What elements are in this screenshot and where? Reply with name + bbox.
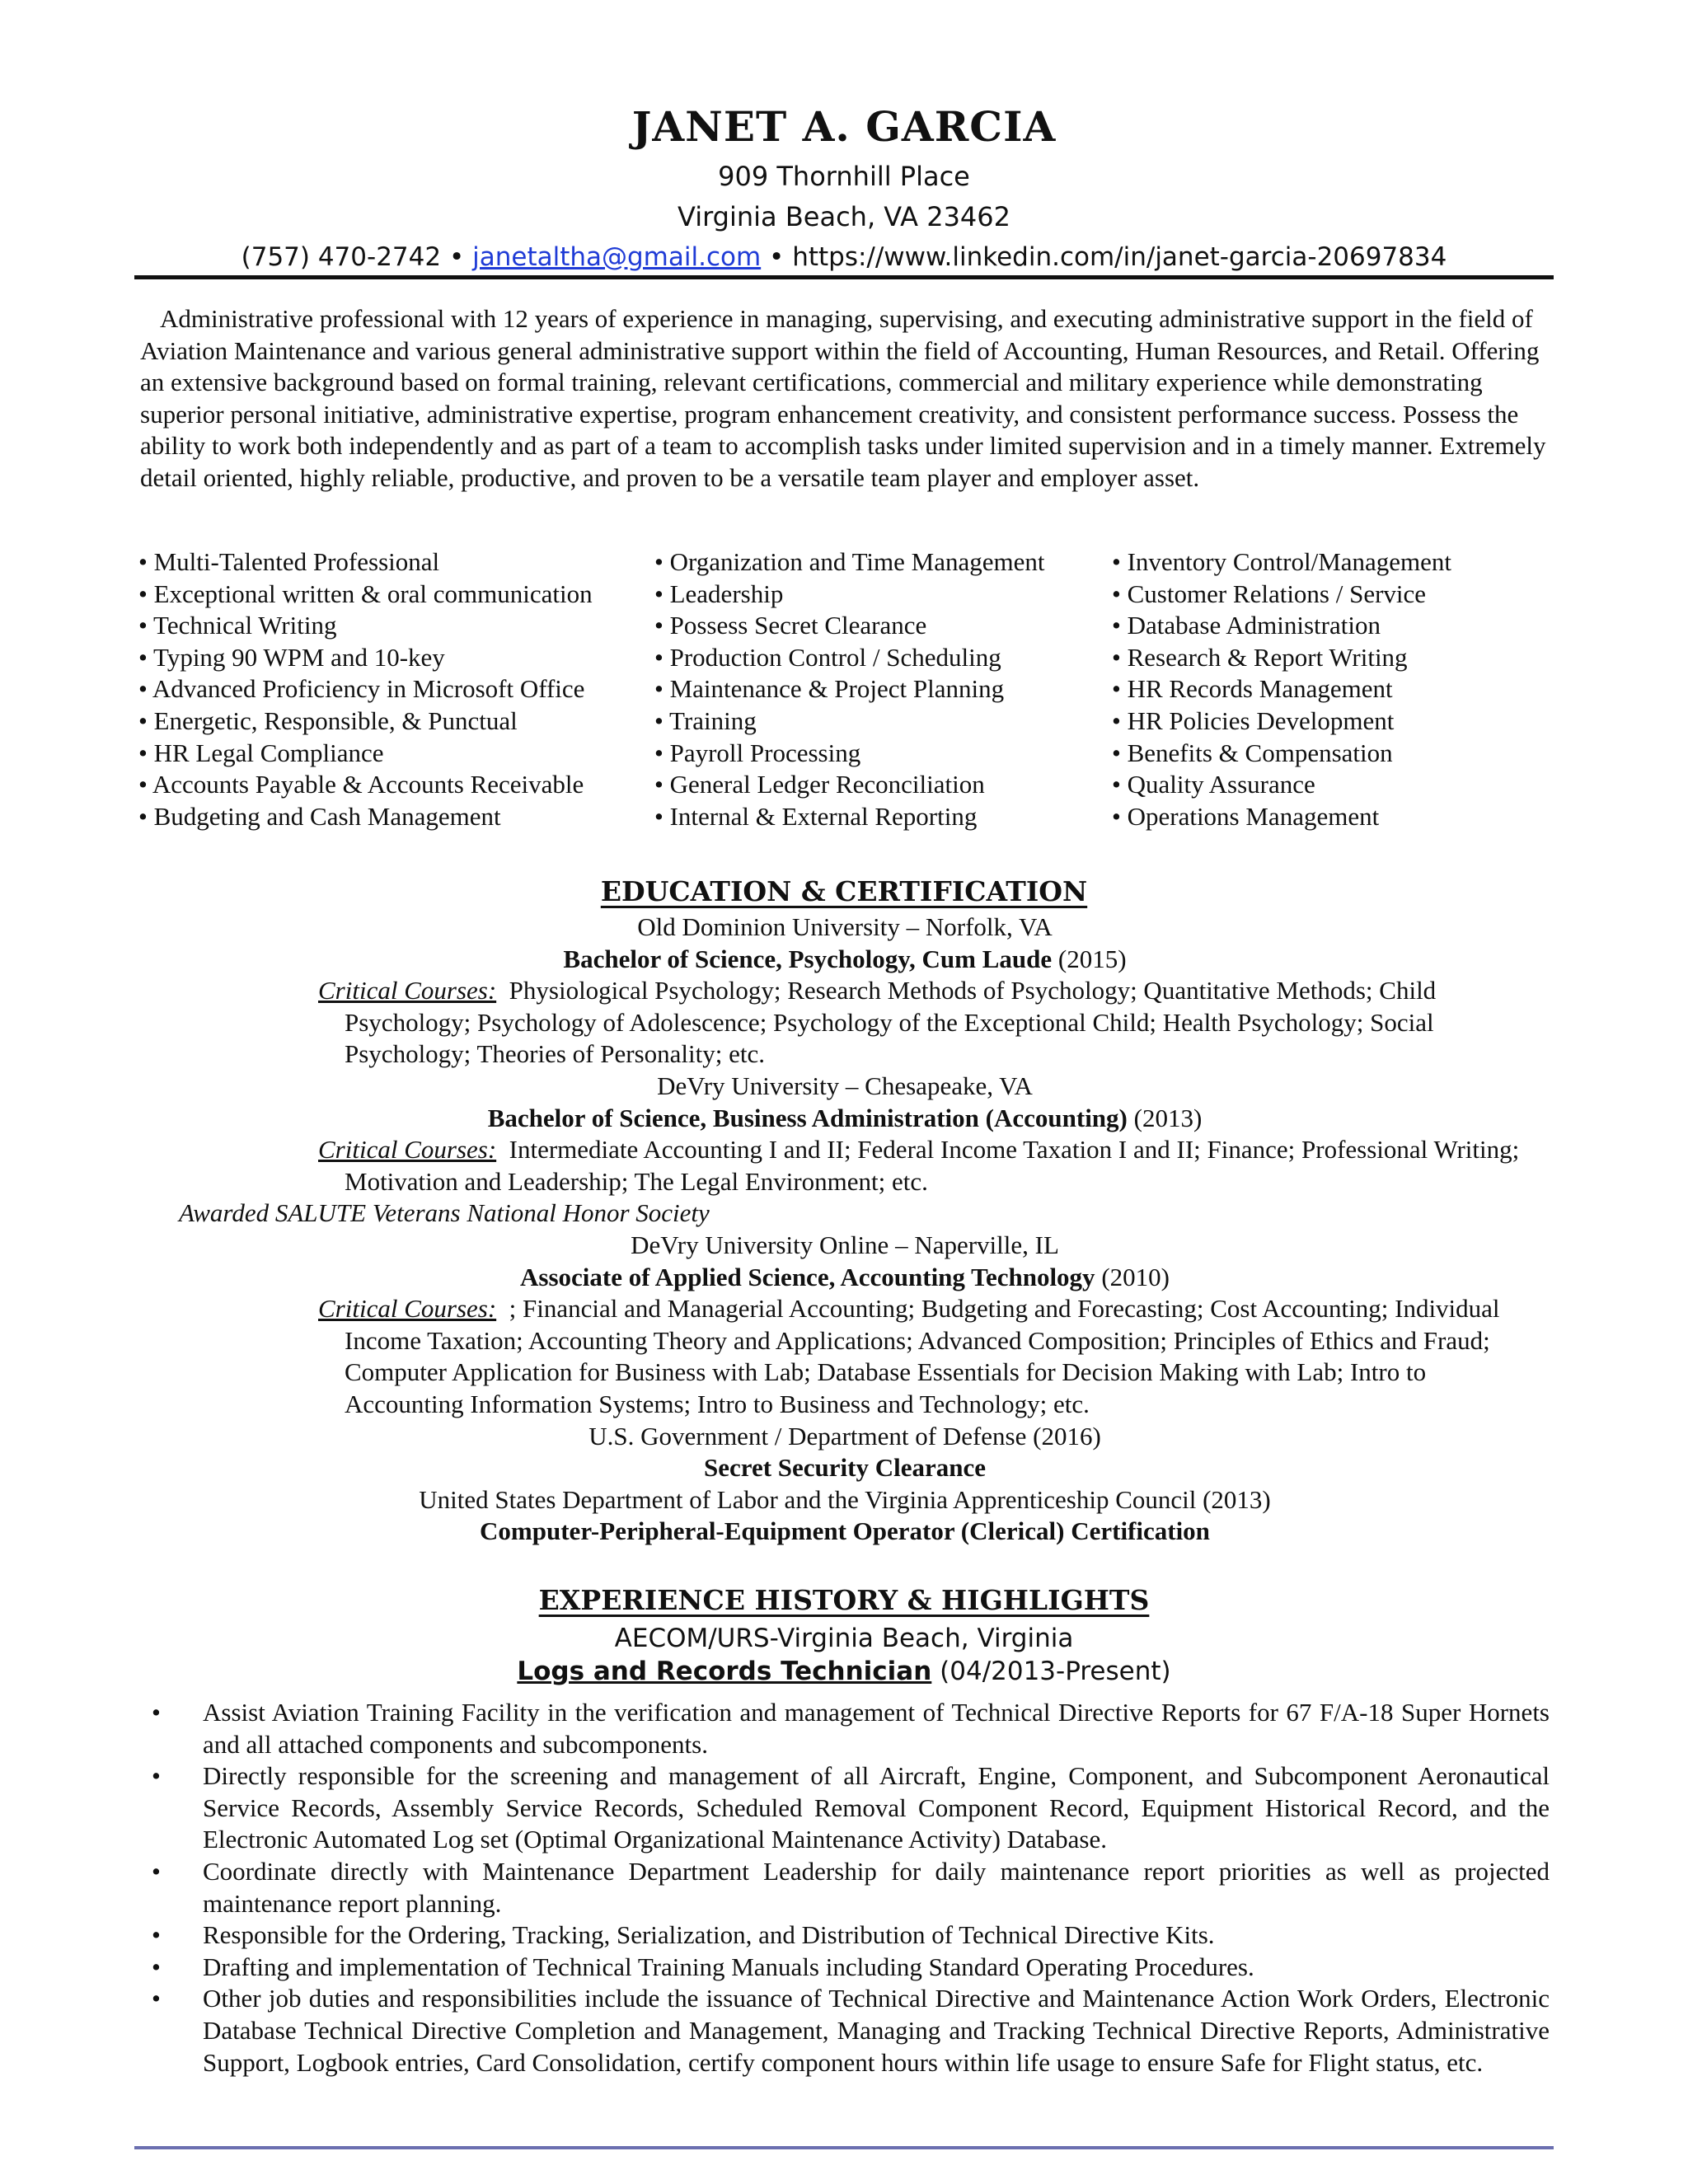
skill-item: • HR Policies Development bbox=[1112, 705, 1395, 735]
skill-item: • Maintenance & Project Planning bbox=[654, 674, 1005, 704]
skill-item: • Training bbox=[654, 705, 757, 735]
header-divider bbox=[134, 275, 1554, 279]
employer-name: AECOM/URS-Virginia Beach, Virginia bbox=[614, 1624, 1074, 1653]
duty-text: Coordinate directly with Maintenance Department Leadership for daily maintenance report priorities as well as projected maintenance report planning. bbox=[203, 1856, 1550, 1918]
degree-year: (2013) bbox=[1133, 1103, 1203, 1132]
skills-column-3 bbox=[1112, 546, 1451, 832]
skill-item: • Benefits & Compensation bbox=[1112, 738, 1393, 767]
certification-name bbox=[140, 1516, 1550, 1548]
skill-item: • Organization and Time Management bbox=[654, 547, 1045, 576]
list-item bbox=[140, 1983, 1550, 2079]
job-title-line bbox=[134, 1655, 1554, 1688]
skill-item: • Database Administration bbox=[1112, 611, 1381, 640]
skill-item: • Energetic, Responsible, & Punctual bbox=[138, 705, 518, 735]
degree-name: Bachelor of Science, Business Administration (Accounting) bbox=[487, 1103, 1128, 1132]
separator-dot: • bbox=[769, 242, 785, 272]
skill-item: • Internal & External Reporting bbox=[654, 801, 978, 831]
list-item bbox=[140, 1856, 1550, 1919]
duty-text: Responsible for the Ordering, Tracking, Serialization, and Distribution of Technical Directive Kits. bbox=[203, 1920, 1215, 1950]
resume-header bbox=[134, 97, 1554, 278]
skills-column-2 bbox=[654, 546, 1044, 832]
certification-issuer: United States Department of Labor and the Virginia Apprenticeship Council (2013) bbox=[419, 1484, 1271, 1514]
courses-label: Critical Courses: bbox=[318, 976, 497, 1005]
linkedin-url[interactable]: https://www.linkedin.com/in/janet-garcia-20697834 bbox=[792, 242, 1447, 272]
degree-name: Bachelor of Science, Psychology, Cum Laude bbox=[563, 944, 1053, 973]
skill-item: • Operations Management bbox=[1112, 801, 1380, 831]
critical-courses bbox=[140, 975, 1550, 1071]
footer-divider bbox=[134, 2146, 1554, 2149]
bullet-icon: • bbox=[152, 1761, 161, 1791]
honor-award: Awarded SALUTE Veterans National Honor Society bbox=[179, 1198, 710, 1228]
courses-label: Critical Courses: bbox=[318, 1135, 497, 1165]
bullet-icon: • bbox=[152, 1920, 161, 1950]
skill-item: • Production Control / Scheduling bbox=[654, 642, 1001, 672]
courses-list: ; Financial and Managerial Accounting; Budgeting and Forecasting; Cost Accounting; Individual Income Taxation; Accounting Theory and Applications; Advanced Composition; Principles of Ethics and Fraud; Computer Application for Business with Lab; Database Essentials for Decision Making with Lab; Intro to Accounting Information Systems; Intro to Business and Technology; etc. bbox=[345, 1294, 1500, 1418]
job-dates: (04/2013-Present) bbox=[940, 1657, 1171, 1686]
critical-courses bbox=[140, 1293, 1550, 1420]
skill-item: • Exceptional written & oral communication bbox=[138, 579, 593, 608]
bullet-icon: • bbox=[152, 1952, 161, 1981]
degree-line bbox=[140, 944, 1550, 976]
address-line-1: 909 Thornhill Place bbox=[718, 161, 970, 192]
school-name: DeVry University – Chesapeake, VA bbox=[657, 1071, 1033, 1100]
courses-label: Critical Courses: bbox=[318, 1294, 497, 1324]
degree-name: Associate of Applied Science, Accounting Technology bbox=[520, 1262, 1095, 1291]
school-name: DeVry University Online – Naperville, IL bbox=[631, 1230, 1059, 1259]
skill-item: • Budgeting and Cash Management bbox=[138, 801, 501, 831]
list-item bbox=[140, 1919, 1550, 1952]
certification-name bbox=[140, 1452, 1550, 1484]
degree-line bbox=[140, 1103, 1550, 1135]
bullet-icon: • bbox=[152, 1698, 161, 1727]
certification-title: Computer-Peripheral-Equipment Operator (Clerical) Certification bbox=[480, 1516, 1210, 1546]
certification-title: Secret Security Clearance bbox=[703, 1453, 986, 1483]
contact-line bbox=[134, 237, 1554, 278]
skill-item: • Leadership bbox=[654, 579, 784, 608]
bullet-icon: • bbox=[152, 1984, 161, 2013]
skill-item: • Research & Report Writing bbox=[1112, 642, 1408, 672]
separator-dot: • bbox=[448, 242, 465, 272]
courses-list: Physiological Psychology; Research Methods of Psychology; Quantitative Methods; Child Psychology; Psychology of Adolescence; Psychology of the Exceptional Child; Health Psychology; Social Psychology; Theories of Personality; etc. bbox=[345, 976, 1437, 1069]
job-header bbox=[134, 1622, 1554, 1688]
skill-item: • Inventory Control/Management bbox=[1112, 547, 1452, 576]
degree-year: (2015) bbox=[1057, 944, 1127, 973]
job-title: Logs and Records Technician bbox=[517, 1657, 932, 1686]
skill-item: • Technical Writing bbox=[138, 611, 337, 640]
skills-column-1 bbox=[138, 546, 593, 832]
skill-item: • Quality Assurance bbox=[1112, 770, 1315, 799]
education-section bbox=[140, 912, 1550, 1548]
skill-item: • General Ledger Reconciliation bbox=[654, 770, 985, 799]
bullet-icon: • bbox=[152, 1856, 161, 1886]
duty-text: Drafting and implementation of Technical Training Manuals including Standard Operating Procedures. bbox=[203, 1952, 1254, 1981]
candidate-name: JANET A. GARCIA bbox=[631, 102, 1057, 151]
skill-item: • Advanced Proficiency in Microsoft Office bbox=[138, 674, 585, 704]
email-link[interactable]: janetaltha@gmail.com bbox=[472, 242, 762, 272]
phone-number: (757) 470-2742 bbox=[241, 242, 442, 272]
school-name: Old Dominion University – Norfolk, VA bbox=[637, 912, 1053, 941]
duty-text: Directly responsible for the screening and management of all Aircraft, Engine, Component, and Subcomponent Aeronautical Service Records, Assembly Service Records, Scheduled Removal Component Record, Equipment Historical Record, and the Electronic Automated Log set (Optimal Organizational Maintenance Activity) Database. bbox=[203, 1761, 1550, 1854]
list-item bbox=[140, 1952, 1550, 1984]
skill-item: • Possess Secret Clearance bbox=[654, 611, 927, 640]
degree-line bbox=[140, 1262, 1550, 1294]
skill-item: • Typing 90 WPM and 10-key bbox=[138, 642, 445, 672]
skill-item: • HR Legal Compliance bbox=[138, 738, 384, 767]
certification-issuer: U.S. Government / Department of Defense (2016) bbox=[588, 1421, 1101, 1451]
skill-item: • Payroll Processing bbox=[654, 738, 861, 767]
degree-year: (2010) bbox=[1101, 1262, 1170, 1291]
list-item bbox=[140, 1697, 1550, 1760]
skill-item: • Accounts Payable & Accounts Receivable bbox=[138, 770, 584, 799]
duty-text: Other job duties and responsibilities include the issuance of Technical Directive and Maintenance Action Work Orders, Electronic Database Technical Directive Completion and Management, Managing and Tracking Technical Directive Reports, Administrative Support, Logbook entries, Card Consolidation, certify component hours within life usage to ensure Safe for Flight status, etc. bbox=[203, 1984, 1550, 2077]
critical-courses bbox=[140, 1134, 1550, 1197]
address-line-2: Virginia Beach, VA 23462 bbox=[678, 201, 1010, 232]
skill-item: • Multi-Talented Professional bbox=[138, 547, 440, 576]
courses-list: Intermediate Accounting I and II; Federal Income Taxation I and II; Finance; Professional Writing; Motivation and Leadership; The Legal Environment; etc. bbox=[345, 1135, 1520, 1196]
experience-section-title: EXPERIENCE HISTORY & HIGHLIGHTS bbox=[538, 1584, 1150, 1616]
skill-item: • HR Records Management bbox=[1112, 674, 1393, 704]
duty-text: Assist Aviation Training Facility in the verification and management of Technical Directive Reports for 67 F/A-18 Super Hornets and all attached components and subcomponents. bbox=[203, 1698, 1550, 1759]
professional-summary: Administrative professional with 12 years of experience in managing, supervising, and executing administrative support in the field of Aviation Maintenance and various general administrative support within the field of Accounting, Human Resources, and Retail. Offering an extensive background based on formal training, relevant certifications, commercial and military experience while demonstrating superior personal initiative, administrative expertise, program enhancement creativity, and consistent performance success. Possess the ability to work both independently and as part of a team to accomplish tasks under limited supervision and in a timely manner. Extremely detail oriented, highly reliable, productive, and proven to be a versatile team player and employer asset. bbox=[140, 304, 1546, 492]
education-section-title: EDUCATION & CERTIFICATION bbox=[600, 875, 1088, 907]
job-duties-list bbox=[140, 1697, 1550, 2079]
skill-item: • Customer Relations / Service bbox=[1112, 579, 1427, 608]
list-item bbox=[140, 1760, 1550, 1856]
